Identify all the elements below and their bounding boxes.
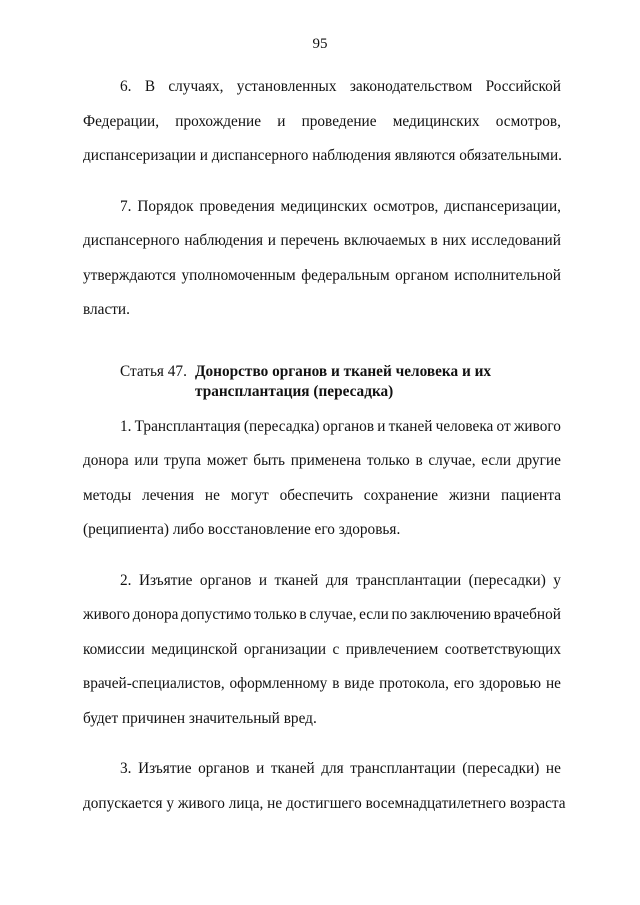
text-line: (реципиента) либо восстановление его здоровья.: [83, 521, 401, 538]
text-line: Федерации, прохождение и проведение медицинских осмотров,: [83, 112, 561, 130]
article-label: Статья 47.: [120, 362, 187, 380]
page-number: 95: [312, 36, 328, 52]
text-line: 7. Порядок проведения медицинских осмотров, диспансеризации,: [120, 197, 561, 215]
text-line: методы лечения не могут обеспечить сохранение жизни пациента: [83, 486, 561, 504]
text-line: донора или трупа может быть применена только в случае, если другие: [83, 452, 561, 469]
text-line: утверждаются уполномоченным федеральным органом исполнительной: [83, 266, 561, 284]
text-line: 1. Трансплантация (пересадка) органов и тканей человека от живого: [120, 417, 561, 435]
paragraph: [83, 190, 561, 328]
text-line: будет причинен значительный вред.: [83, 709, 317, 727]
paragraphs-before: [83, 70, 561, 328]
text-line: власти.: [83, 301, 130, 318]
document-body: [83, 70, 566, 837]
article-title-line-2: трансплантация (пересадка): [195, 382, 394, 400]
paragraph: [83, 752, 566, 821]
text-line: комиссии медицинской организации с привлечением соответствующих: [83, 640, 561, 658]
paragraph: [83, 70, 561, 174]
article-title-line-1: Донорство органов и тканей человека и их: [195, 362, 492, 380]
paragraph: [83, 564, 561, 737]
text-line: диспансеризации и диспансерного наблюдения являются обязательными.: [83, 147, 562, 164]
paragraph: [83, 410, 561, 548]
text-line: 2. Изъятие органов и тканей для трансплантации (пересадки) у: [120, 571, 561, 589]
text-line: врачей-специалистов, оформленному в виде протокола, его здоровью не: [83, 675, 561, 692]
text-line: 6. В случаях, установленных законодательством Российской: [120, 78, 561, 95]
paragraphs-after: [83, 410, 566, 822]
text-line: 3. Изъятие органов и тканей для трансплантации (пересадки) не: [120, 760, 561, 777]
text-line: диспансерного наблюдения и перечень включаемых в них исследований: [83, 232, 561, 249]
text-line: допускается у живого лица, не достигшего восемнадцатилетнего возраста: [83, 794, 566, 812]
text-line: живого донора допустимо только в случае, если по заключению врачебной: [83, 606, 561, 623]
article-heading: [83, 362, 561, 402]
